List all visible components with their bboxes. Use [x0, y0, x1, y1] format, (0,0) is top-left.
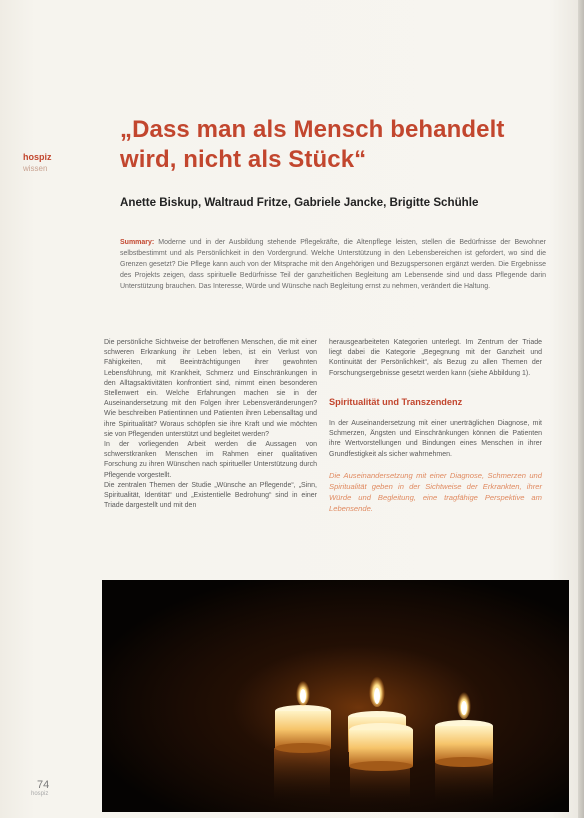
- candles-image: [102, 580, 569, 812]
- candles-photo: [102, 580, 569, 812]
- article-summary: [120, 237, 546, 292]
- page-number: [31, 779, 50, 797]
- candle-middle-front: [349, 723, 413, 771]
- summary-label: Summary:: [120, 239, 155, 246]
- body-paragraph: herausgearbeiteten Kategorien unterlegt. Im Zentrum der Triade liegt dabei die Kategorie „Begegnung mit der Ganzheit und Kontinuität der Persönlichkeit“, als Bezug zu allen Themen der Forschungsergebnisse gesetzt werden kann (siehe Abbildung 1).: [329, 339, 542, 377]
- article-authors: Anette Biskup, Waltraud Fritze, Gabriele Jancke, Brigitte Schühle: [120, 196, 479, 209]
- body-paragraph: In der Auseinandersetzung mit einer unerträglichen Diagnose, mit Schmerzen, Ängsten und Einschränkungen können die Patienten ihre Wertvorstellungen und Bindungen eines Menschen in ihrer Grundfestigkeit als sicher wahrnehmen.: [329, 420, 542, 458]
- section-tag: [23, 152, 52, 174]
- section-tag-main: hospiz: [23, 152, 52, 162]
- pull-quote: Die Auseinandersetzung mit einer Diagnose, Schmerzen und Spiritualität geben in der Sichtweise der Erkrankten, ihrer Würde und Begleitung, eine tragfähige Perspektive am Lebensende.: [329, 470, 542, 513]
- body-paragraph: Die zentralen Themen der Studie „Wünsche an Pflegende“, „Sinn, Spiritualität, Identität“ und „Existentielle Bedrohung“ sind in einer Triade dargestellt und mit den: [104, 481, 317, 510]
- section-heading-spirituality: Spiritualität und Transzendenz: [329, 396, 463, 407]
- page-number-value: 74: [37, 779, 50, 791]
- section-tag-sub: wissen: [23, 164, 48, 173]
- body-paragraph: Die persönliche Sichtweise der betroffenen Menschen, die mit einer schweren Erkrankung ihr Leben leben, ist ein Verlust von Fähigkeiten, mit Beeinträchtigungen ihrer gewohnten Lebensführung, mit Krankheit, Schmerz und Einschränkungen in den Alltagsaktivitäten konfrontiert sind, nimmt einen besonderen Stellenwert ein. Welche Erfahrungen machen sie in der Auseinandersetzung mit den Folgen ihrer Lebensveränderungen? Wie beschreiben Patientinnen und Patienten ihren Lebensalltag und ihre Spiritualität? Woraus schöpfen sie ihre Kraft und wie möchten sie von Pflegenden unterstützt und begleitet werden?: [104, 339, 317, 438]
- article-title: „Dass man als Mensch behandelt wird, nicht als Stück“: [120, 116, 505, 173]
- body-paragraph: In der vorliegenden Arbeit werden die Aussagen von schwerstkranken Menschen im Rahmen einer qualitativen Forschung zu ihren Wünschen nach spiritueller Unterstützung durch Pflegende vorgestellt.: [104, 441, 317, 479]
- body-column-left: [104, 338, 317, 511]
- body-column-right: [329, 338, 542, 514]
- summary-text: Moderne und in der Ausbildung stehende Pflegekräfte, die Altenpflege leisten, stellen die Bedürfnisse der Bewohner selbstbestimmt und als Persönlichkeit in den Vordergrund. Welche Unterstützung in den Lebensbereichen ist gefordert, wo sind die Grenzen gesetzt? Die Pflege kann auch von der Mitsprache mit den Angehörigen und Bezugspersonen ergänzt werden. Die Ergebnisse des Projekts zeigen, dass spirituelle Bedürfnisse Teil der ganzheitlichen Begleitung am Lebensende sind und dass Pflegende darin Unterstützung brauchen. Das Interesse, Würde und Wünsche nach Begleitung ernst zu nehmen, verändert die Haltung.: [120, 239, 546, 291]
- page-footer-small: hospiz: [31, 791, 49, 797]
- scan-edge-shadow: [578, 0, 584, 818]
